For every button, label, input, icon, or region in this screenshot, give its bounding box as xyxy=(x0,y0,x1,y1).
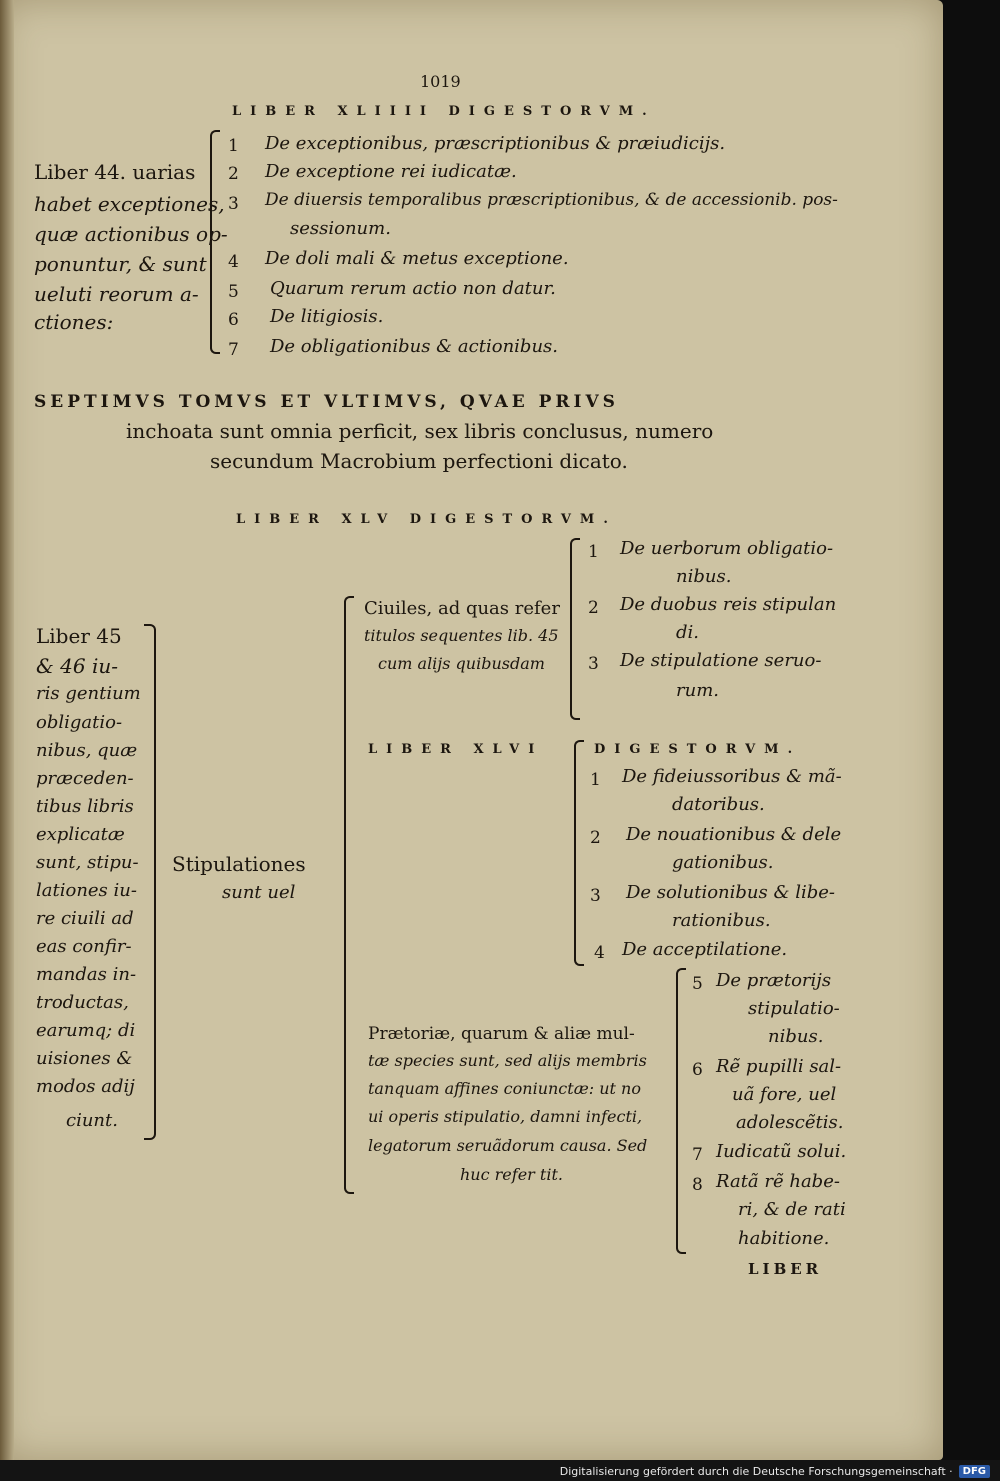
side-line: lationes iu- xyxy=(36,880,137,901)
side-line: ctiones: xyxy=(34,310,114,334)
praetoriae-line: Prætoriæ, quarum & aliæ mul- xyxy=(368,1024,635,1044)
item-number: 1 xyxy=(588,542,599,562)
item-title: habitione. xyxy=(738,1228,830,1249)
item-number: 5 xyxy=(228,282,239,302)
item-title: nibus. xyxy=(768,1026,824,1047)
item-number: 8 xyxy=(692,1175,703,1195)
item-title: De doli mali & metus exceptione. xyxy=(265,248,569,269)
side-line: re ciuili ad xyxy=(36,908,134,929)
item-number: 5 xyxy=(692,974,703,994)
side-line: modos adij xyxy=(36,1076,135,1097)
item-title: De uerborum obligatio- xyxy=(620,538,834,559)
item-title: De acceptilatione. xyxy=(622,939,788,960)
dfg-logo: DFG xyxy=(959,1465,990,1478)
item-title: De fideiussoribus & mã- xyxy=(622,766,842,787)
catchword: LIBER xyxy=(748,1260,823,1278)
item-title: De exceptionibus, præscriptionibus & præiudicijs. xyxy=(265,133,726,154)
brace-stipulationes xyxy=(344,596,354,1194)
side-line: Liber 44. uarias xyxy=(34,160,196,184)
item-title: Ratã rẽ habe- xyxy=(716,1171,840,1192)
item-title: datoribus. xyxy=(672,794,765,815)
item-number: 4 xyxy=(228,252,239,272)
side-line: habet exceptiones, xyxy=(34,192,225,216)
praetoriae-line: tæ species sunt, sed alijs membris xyxy=(368,1051,647,1070)
item-title: stipulatio- xyxy=(748,998,840,1019)
page-number: 1019 xyxy=(420,72,461,91)
item-number: 2 xyxy=(590,828,601,848)
side-line: quæ actionibus op- xyxy=(34,222,228,246)
side-line: ueluti reorum a- xyxy=(34,282,199,306)
praetoriae-line: huc refer tit. xyxy=(460,1165,563,1184)
item-number: 1 xyxy=(590,770,601,790)
page-gutter xyxy=(0,0,14,1460)
item-title: gationibus. xyxy=(672,852,774,873)
digitization-footer xyxy=(560,1462,990,1480)
side-line: obligatio- xyxy=(36,712,123,733)
side-line: ris gentium xyxy=(36,683,141,704)
praetoriae-line: legatorum seruãdorum causa. Sed xyxy=(368,1136,648,1155)
item-title: sessionum. xyxy=(290,218,391,239)
item-title: Quarum rerum actio non datur. xyxy=(270,278,556,299)
item-title: nibus. xyxy=(676,566,732,587)
side-line: mandas in- xyxy=(36,964,137,985)
item-title: De obligationibus & actionibus. xyxy=(270,336,558,357)
item-number: 2 xyxy=(228,164,239,184)
running-head-46a: LIBER XLVI xyxy=(368,742,544,757)
item-title: rationibus. xyxy=(672,910,771,931)
item-title: rum. xyxy=(676,680,719,701)
item-title: Iudicatũ solui. xyxy=(716,1141,847,1162)
side-line: troductas, xyxy=(36,992,129,1013)
side-line: explicatæ xyxy=(36,824,125,845)
item-title: Rẽ pupilli sal- xyxy=(716,1056,842,1077)
side-line: nibus, quæ xyxy=(36,740,138,761)
item-title: ri, & de rati xyxy=(738,1199,846,1220)
item-number: 4 xyxy=(594,943,605,963)
praetoriae-line: ui operis stipulatio, damni infecti, xyxy=(368,1107,643,1126)
brace-side-45 xyxy=(144,624,156,1140)
side-line: ciunt. xyxy=(66,1110,118,1131)
item-title: De duobus reis stipulan xyxy=(620,594,837,615)
running-head-46b: DIGESTORVM. xyxy=(594,742,802,757)
tome-heading-line2: inchoata sunt omnia perficit, sex libris conclusus, numero xyxy=(126,419,714,443)
brace-liber-45 xyxy=(570,538,580,720)
side-line: Liber 45 xyxy=(36,624,122,648)
brace-44 xyxy=(210,130,220,354)
side-line: eas confir- xyxy=(36,936,132,957)
footer-text: Digitalisierung gefördert durch die Deutsche Forschungsgemeinschaft · xyxy=(559,1464,953,1478)
ciuiles-text: Ciuiles, ad quas refer xyxy=(364,598,560,619)
item-number: 3 xyxy=(588,654,599,674)
side-line: præceden- xyxy=(36,768,134,789)
praetoriae-line: tanquam affines coniunctæ: ut no xyxy=(368,1079,641,1098)
ciuiles-text: cum alijs quibusdam xyxy=(378,654,545,673)
brace-liber-46 xyxy=(574,740,584,966)
item-title: adolescẽtis. xyxy=(736,1112,844,1133)
ciuiles-text: titulos sequentes lib. 45 xyxy=(364,626,559,645)
item-number: 7 xyxy=(228,340,239,360)
item-number: 1 xyxy=(228,136,239,156)
tome-heading-line3: secundum Macrobium perfectioni dicato. xyxy=(210,449,628,473)
item-title: De litigiosis. xyxy=(270,306,384,327)
item-title: De diuersis temporalibus præscriptionibus, & de accessionib. pos- xyxy=(265,190,838,210)
running-head-45: LIBER XLV DIGESTORVM. xyxy=(236,512,617,527)
item-number: 3 xyxy=(590,886,601,906)
item-number: 6 xyxy=(228,310,239,330)
item-number: 3 xyxy=(228,194,239,214)
item-title: De solutionibus & libe- xyxy=(626,882,835,903)
side-line: uisiones & xyxy=(36,1048,133,1069)
item-title: uã fore, uel xyxy=(732,1084,837,1105)
item-number: 7 xyxy=(692,1145,703,1165)
side-line: ponuntur, & sunt xyxy=(34,252,207,276)
running-head-44: LIBER XLIIII DIGESTORVM. xyxy=(232,104,656,119)
item-title: De stipulatione seruo- xyxy=(620,650,822,671)
item-title: De exceptione rei iudicatæ. xyxy=(265,161,517,182)
stipulationes-label: sunt uel xyxy=(222,882,296,903)
item-title: De nouationibus & dele xyxy=(626,824,842,845)
item-number: 2 xyxy=(588,598,599,618)
item-title: De prætorijs xyxy=(716,970,832,991)
side-line: tibus libris xyxy=(36,796,134,817)
tome-heading-line1: SEPTIMVS TOMVS ET VLTIMVS, QVAE PRIVS xyxy=(34,392,619,412)
item-number: 6 xyxy=(692,1060,703,1080)
brace-praetoriae xyxy=(676,968,686,1254)
side-line: sunt, stipu- xyxy=(36,852,139,873)
stipulationes-label: Stipulationes xyxy=(172,852,306,876)
side-line: earumq; di xyxy=(36,1020,136,1041)
item-title: di. xyxy=(676,622,700,643)
side-line: & 46 iu- xyxy=(36,654,119,678)
